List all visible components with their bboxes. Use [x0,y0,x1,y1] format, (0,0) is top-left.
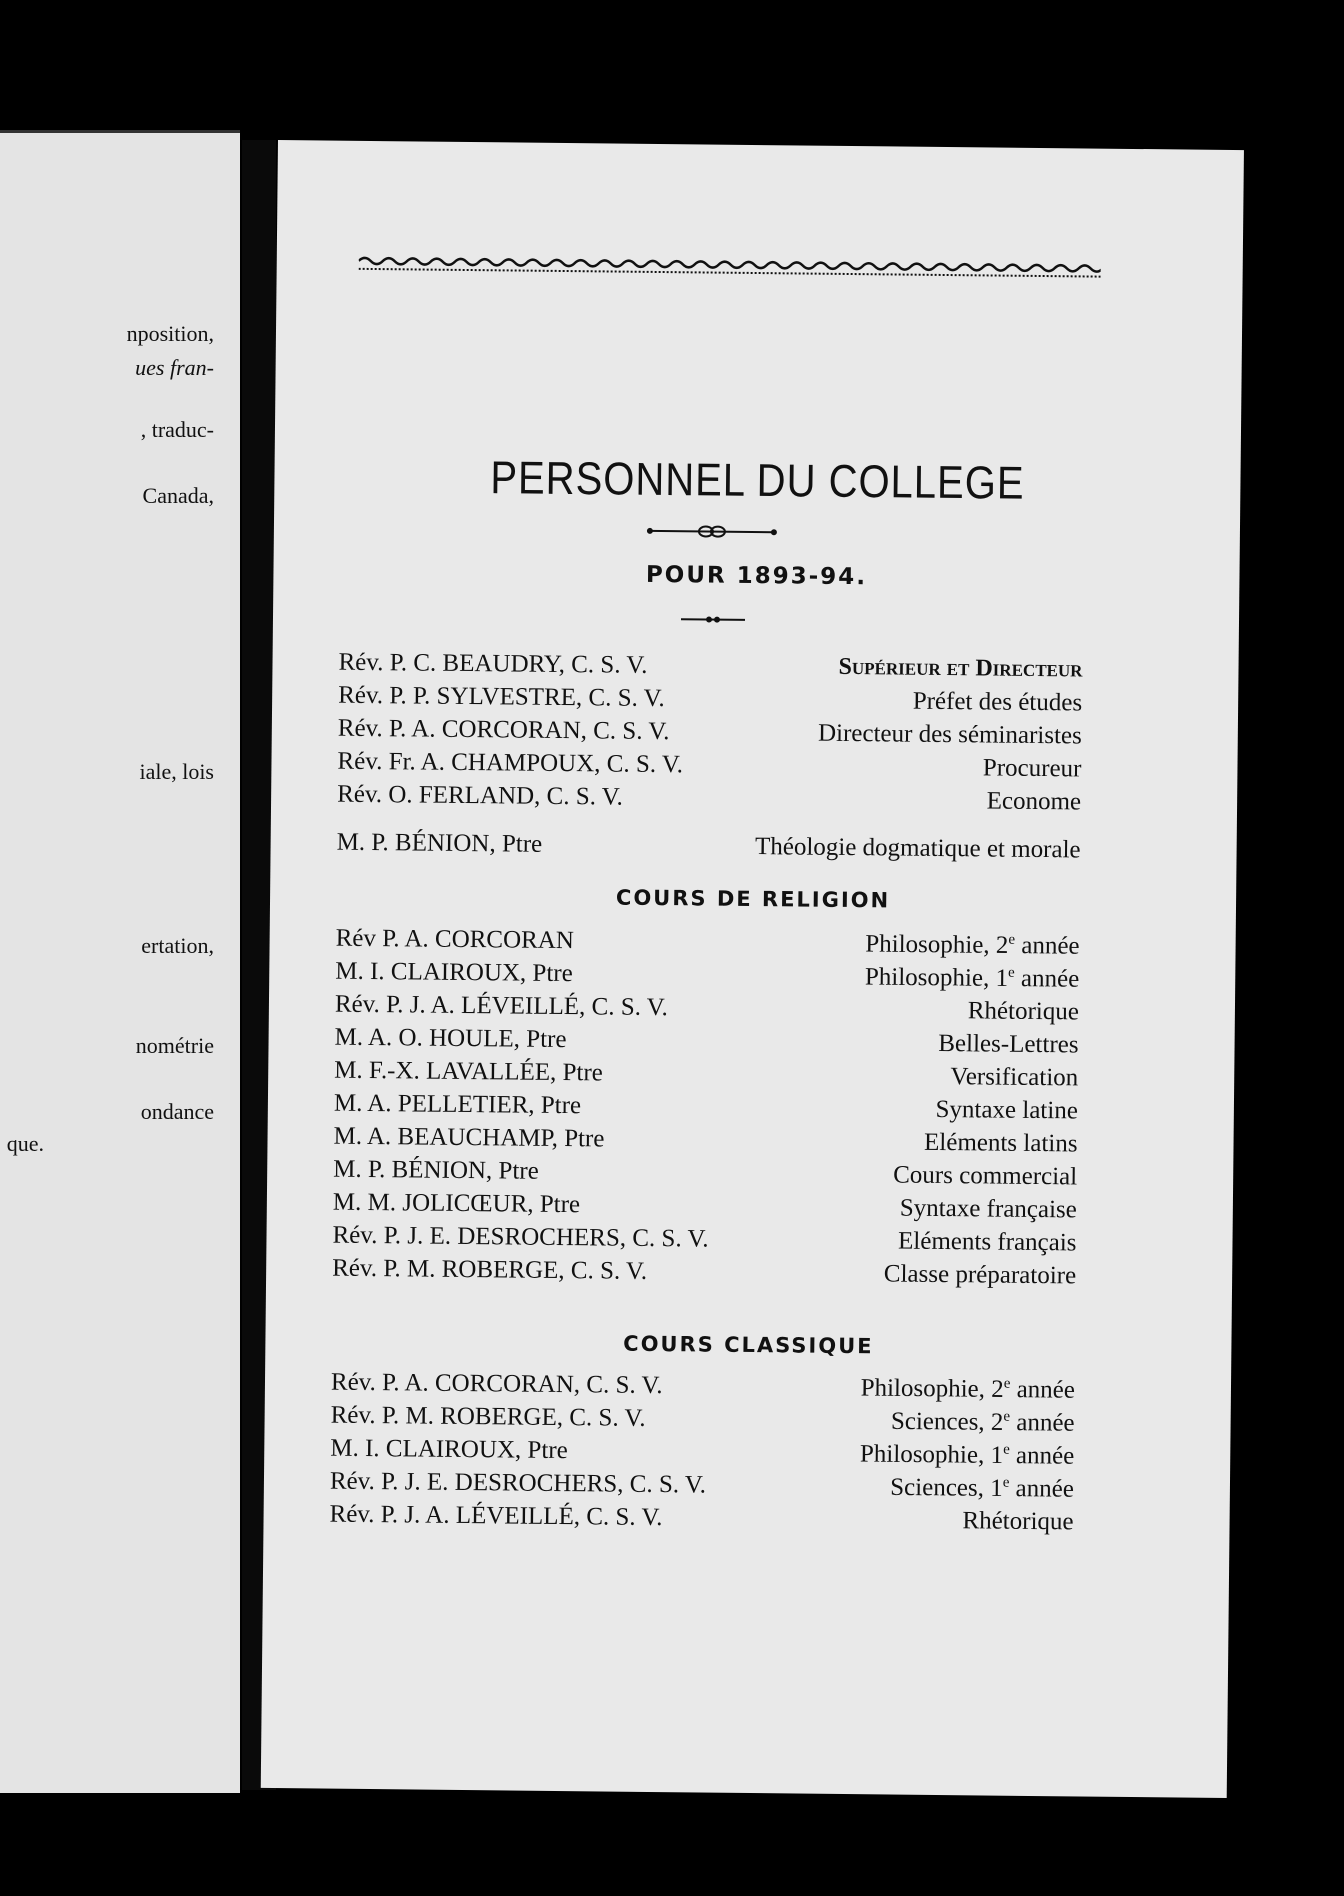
staff-name: Rév. P. C. BEAUDRY, C. S. V. [338,648,648,679]
title-ornament [646,524,778,539]
left-text-fragment: ues fran- [135,355,214,380]
left-text-fragment: nposition, [126,321,214,346]
left-text-fragment: ondance [140,1099,214,1124]
teacher-name: M. F.-X. LAVALLÉE, Ptre [334,1056,603,1087]
class-name: Philosophie, 1e année [859,1440,1075,1470]
teacher-name: Rév. P. J. E. DESROCHERS, C. S. V. [332,1221,709,1253]
teacher-name: Rév. P. A. CORCORAN, C. S. V. [330,1368,663,1400]
class-name: Philosophie, 2e année [865,930,1080,960]
class-name: Sciences, 2e année [890,1407,1075,1437]
page-title: PERSONNEL DU COLLEGE [490,452,1025,510]
staff-row [337,781,1081,821]
staff-name: M. P. BÉNION, Ptre [336,828,543,858]
staff-role: Directeur des séminaristes [817,719,1082,750]
section-heading-religion: COURS DE RELIGION [615,885,891,913]
teacher-name: Rév. P. J. E. DESROCHERS, C. S. V. [329,1467,707,1499]
class-name: Classe préparatoire [883,1260,1077,1290]
class-name: Sciences, 1e année [890,1473,1075,1503]
religion-row [332,1255,1076,1295]
class-name: Cours commercial [893,1161,1078,1191]
teacher-name: M. A. BEAUCHAMP, Ptre [333,1122,605,1153]
subtitle-ornament [681,614,745,625]
staff-name: Rév. Fr. A. CHAMPOUX, C. S. V. [337,747,684,779]
staff-role: Théologie dogmatique et morale [754,833,1081,864]
class-name: Rhétorique [962,1507,1074,1536]
class-name: Philosophie, 1e année [864,963,1080,993]
class-name: Versification [950,1063,1079,1092]
staff-role: Procureur [982,754,1082,783]
teacher-name: M. A. O. HOULE, Ptre [334,1023,567,1054]
section-heading-classique: COURS CLASSIQUE [623,1331,874,1359]
staff-row [336,829,1080,869]
teacher-name: M. I. CLAIROUX, Ptre [330,1434,568,1465]
left-facing-page [0,130,240,1793]
document-page [261,140,1244,1798]
staff-role: Supérieur et Directeur [838,653,1083,683]
teacher-name: Rév. P. M. ROBERGE, C. S. V. [330,1401,646,1432]
classique-row [329,1501,1073,1541]
teacher-name: Rév. P. M. ROBERGE, C. S. V. [332,1254,648,1285]
teacher-name: Rév. P. J. A. LÉVEILLÉ, C. S. V. [334,990,668,1022]
class-name: Syntaxe française [899,1194,1077,1224]
ornamental-rule [359,255,1101,283]
left-text-fragment: nométrie [135,1033,214,1058]
teacher-name: M. I. CLAIROUX, Ptre [335,957,573,988]
teacher-name: M. P. BÉNION, Ptre [333,1155,539,1185]
teacher-name: M. A. PELLETIER, Ptre [333,1089,582,1120]
class-name: Eléments français [897,1227,1077,1257]
staff-role: Econome [986,787,1082,816]
class-name: Philosophie, 2e année [860,1374,1076,1404]
teacher-name: M. M. JOLICŒUR, Ptre [332,1188,581,1219]
staff-name: Rév. O. FERLAND, C. S. V. [337,780,623,811]
class-name: Belles-Lettres [938,1029,1079,1059]
staff-role: Préfet des études [912,687,1083,717]
staff-name: Rév. P. A. CORCORAN, C. S. V. [337,714,670,746]
left-text-fragment: ertation, [141,933,214,958]
class-name: Eléments latins [923,1128,1078,1158]
left-text-fragment: que. [6,1131,44,1156]
class-name: Syntaxe latine [935,1095,1079,1125]
left-text-fragment: , traduc- [140,417,214,442]
left-text-fragment: Canada, [142,483,214,508]
class-name: Rhétorique [967,997,1080,1026]
page-subtitle: POUR 1893-94. [645,561,868,591]
teacher-name: Rév. P. J. A. LÉVEILLÉ, C. S. V. [329,1500,663,1532]
teacher-name: Rév P. A. CORCORAN [335,924,575,955]
left-text-fragment: iale, lois [139,759,214,784]
staff-name: Rév. P. P. SYLVESTRE, C. S. V. [338,681,665,713]
